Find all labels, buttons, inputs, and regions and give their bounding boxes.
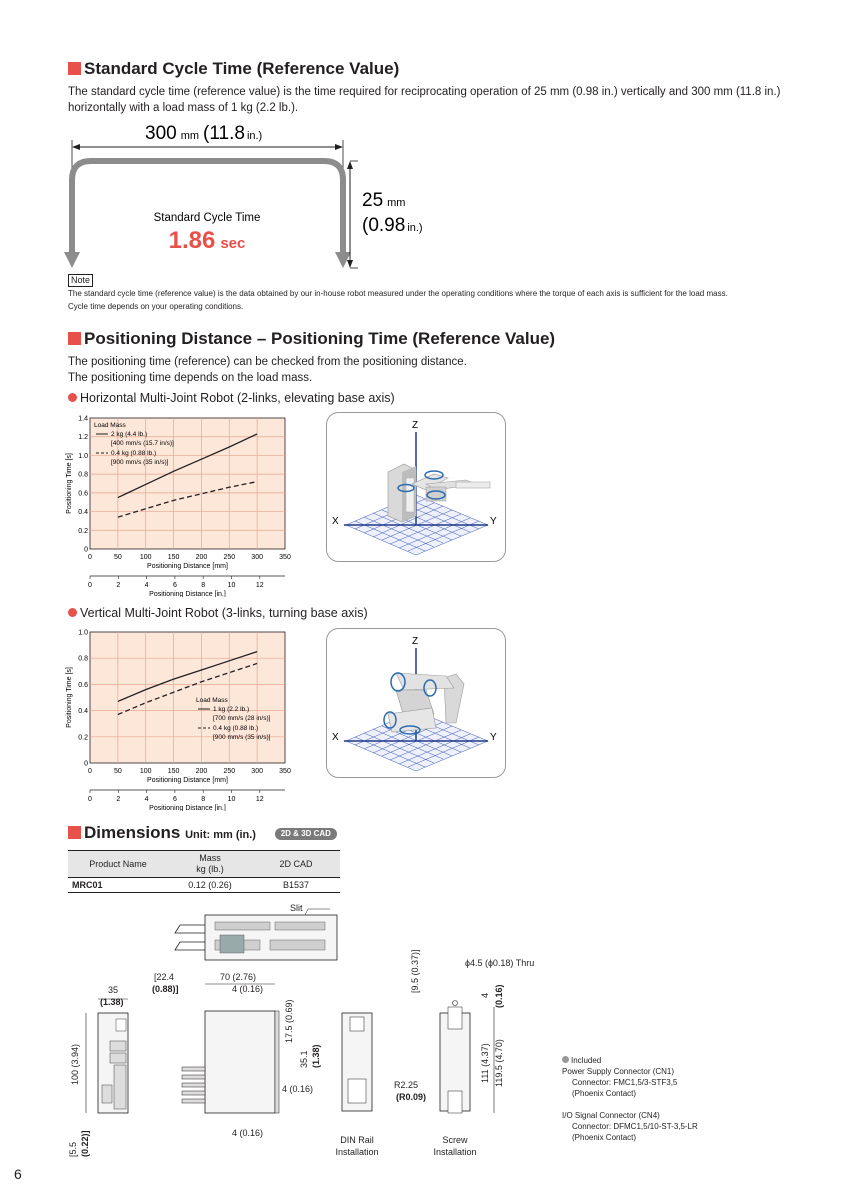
section-marker [68, 826, 81, 839]
dim-r009: (R0.09) [396, 1092, 427, 1102]
section-marker [68, 62, 81, 75]
dim-175: 17.5 (0.69) [284, 999, 294, 1043]
included-parts: Included Power Supply Connector (CN1) Connector: FMC1,5/3-STF3,5 (Phoenix Contact) I/O Signal Connector (CN4) Connector: DFMC1,5/10-ST-3,5-LR (Phoenix Contact) [562, 1056, 698, 1142]
inch-tick-label: 0 [88, 582, 92, 589]
din-label-2: Installation [335, 1147, 379, 1157]
inch-tick-label: 8 [201, 796, 206, 803]
x-tick-label: 150 [167, 554, 180, 561]
y-tick-label: 0.4 [78, 509, 88, 517]
inch-tick-label: 2 [116, 796, 121, 803]
inch-tick-label: 10 [227, 582, 236, 589]
y-tick-label: 0.8 [78, 471, 88, 479]
unit-label: Unit: mm (in.) [185, 829, 256, 841]
th-mass: Mass kg (lb.) [168, 851, 252, 878]
y-tick-label: 0.8 [78, 655, 88, 663]
inch-tick-label: 2 [116, 582, 121, 589]
dim-224: [22.4 [154, 972, 175, 982]
x-tick-label: 50 [113, 554, 122, 561]
section-title-dimensions: Dimensions Unit: mm (in.) 2D & 3D CAD [68, 823, 337, 845]
dim-351: 35.1 [299, 1050, 309, 1068]
axis-z-label: Z [412, 420, 419, 431]
dim-138: (1.38) [100, 997, 124, 1007]
legend-entry: 1 kg (2.2 lb.) [213, 706, 250, 713]
th-cad: 2D CAD [252, 851, 340, 878]
cycle-description: The standard cycle time (reference value) is the time required for reciprocating operation of 25 mm (0.98 in.) vertically and 300 mm (11.8 in.) horizontally with a load mass of 1 kg (2.2 lb.). [68, 86, 781, 114]
dim-100: 100 (3.94) [70, 1043, 80, 1085]
y-tick-label: 0.2 [78, 734, 88, 742]
x-tick-label: 250 [223, 554, 236, 561]
dim-slit: Slit [290, 903, 303, 913]
x-tick-label: 300 [251, 768, 263, 775]
inch-tick-label: 4 [144, 582, 149, 589]
cycle-path-diagram [60, 118, 460, 274]
dim-55: [5.5 [68, 1141, 78, 1157]
dim-4-r: 4 [480, 992, 490, 998]
legend-note: [700 mm/s (28 in/s)] [213, 715, 271, 722]
dimension-drawing [60, 895, 560, 1170]
axis-x-label: X [332, 516, 339, 527]
inch-tick-label: 6 [172, 796, 177, 803]
y-tick-label: 0 [84, 760, 88, 768]
inch-axis-label: Positioning Distance [in.] [149, 805, 226, 811]
axis-z-label: Z [412, 636, 419, 647]
horiz-dimension: 300 mm (11.8 in.) [145, 123, 263, 144]
y-tick-label: 0.6 [78, 681, 88, 689]
cycle-value: 1.86 sec [168, 227, 246, 254]
y-tick-label: 0.2 [78, 527, 88, 535]
cell-product: MRC01 [68, 878, 168, 893]
bullet-dot [68, 393, 77, 402]
axis-x-label: X [332, 732, 339, 743]
inch-tick-label: 12 [255, 582, 264, 589]
vert-dimension-in: (0.98 in.) [362, 215, 423, 236]
inch-tick-label: 12 [255, 796, 264, 803]
y-axis-label: Positioning Time [s] [66, 667, 73, 728]
y-tick-label: 0 [84, 546, 88, 554]
y-tick-label: 0.6 [78, 490, 88, 498]
chart-vertical-robot [60, 626, 300, 811]
legend-note: [400 mm/s (15.7 in/s)] [111, 440, 174, 447]
inch-tick-label: 6 [172, 582, 177, 589]
dim-4-top: 4 (0.16) [232, 984, 264, 994]
y-tick-label: 1.4 [78, 415, 88, 423]
table-row [68, 878, 340, 893]
page-number: 6 [14, 1166, 22, 1182]
cell-mass: 0.12 (0.26) [168, 878, 252, 893]
x-tick-label: 350 [279, 554, 291, 561]
inch-tick-label: 4 [144, 796, 149, 803]
section-title-positioning: Positioning Distance – Positioning Time (Reference Value) [68, 329, 555, 349]
screw-label-2: Installation [433, 1147, 477, 1157]
cycle-label: Standard Cycle Time [153, 212, 261, 224]
x-axis-label: Positioning Distance [mm] [147, 777, 228, 784]
dim-4-mid: 4 (0.16) [282, 1084, 314, 1094]
dim-35: 35 [108, 985, 119, 995]
legend-entry: 0.4 kg (0.88 lb.) [213, 725, 259, 732]
dim-088: (0.88)] [152, 984, 179, 994]
dim-022: (0.22)] [80, 1130, 90, 1157]
x-tick-label: 200 [195, 554, 208, 561]
dim-r225: R2.25 [394, 1080, 419, 1090]
y-tick-label: 1.0 [78, 452, 88, 460]
x-tick-label: 350 [279, 768, 291, 775]
section-title-cycle-time: Standard Cycle Time (Reference Value) [68, 59, 399, 79]
x-tick-label: 100 [139, 554, 152, 561]
legend-entry: 0.4 kg (0.88 lb.) [111, 450, 157, 457]
positioning-description: The positioning time (reference) can be checked from the positioning distance. The positioning time depends on the load mass. [68, 356, 467, 384]
x-tick-label: 50 [113, 768, 122, 775]
horizontal-robot-illustration [326, 412, 506, 562]
chart-horizontal-robot [60, 412, 300, 597]
x-axis-label: Positioning Distance [mm] [147, 563, 228, 570]
note-label: Note [68, 274, 93, 287]
dim-1195: 119.5 (4.70) [494, 1039, 504, 1087]
x-tick-label: 0 [88, 554, 92, 561]
vertical-robot-illustration [326, 628, 506, 778]
y-tick-label: 1.0 [78, 629, 88, 637]
legend-note: [900 mm/s (35 in/s)] [111, 459, 169, 466]
x-tick-label: 250 [223, 768, 236, 775]
dim-016-r: (0.16) [494, 984, 504, 1008]
legend-entry: 2 kg (4.4 lb.) [111, 431, 148, 438]
screw-label-1: Screw [442, 1135, 468, 1145]
x-tick-label: 100 [139, 768, 152, 775]
inch-tick-label: 10 [227, 796, 236, 803]
axis-y-label: Y [490, 732, 497, 743]
dim-138b: (1.38) [311, 1044, 321, 1068]
dim-phi: ɸ4.5 (ɸ0.18) Thru [465, 958, 535, 968]
cad-badge[interactable]: 2D & 3D CAD [275, 828, 337, 840]
inch-tick-label: 8 [201, 582, 206, 589]
y-tick-label: 1.2 [78, 434, 88, 442]
axis-y-label: Y [490, 516, 497, 527]
bullet-dot [68, 608, 77, 617]
spec-table [68, 850, 340, 893]
note-text: The standard cycle time (reference value) is the data obtained by our in-house robot measured under the operating conditions where the torque of each axis is sufficient for the load mass. Cycle time depends on your operating conditions. [68, 289, 728, 311]
x-tick-label: 0 [88, 768, 92, 775]
dim-95: [9.5 (0.37)] [410, 949, 420, 993]
legend-title: Load Mass [196, 697, 228, 704]
x-tick-label: 150 [167, 768, 180, 775]
y-tick-label: 0.4 [78, 708, 88, 716]
din-label-1: DIN Rail [340, 1135, 374, 1145]
dim-4-bot: 4 (0.16) [232, 1128, 264, 1138]
bullet-dot [562, 1056, 569, 1063]
dim-70: 70 (2.76) [220, 972, 257, 982]
cell-cad[interactable]: B1537 [252, 878, 340, 893]
inch-tick-label: 0 [88, 796, 92, 803]
y-axis-label: Positioning Time [s] [66, 453, 73, 514]
side-view [205, 1011, 275, 1113]
vert-dimension: 25 mm [362, 190, 406, 211]
legend-title: Load Mass [94, 422, 126, 429]
subtitle-horizontal-robot: Horizontal Multi-Joint Robot (2-links, elevating base axis) [68, 390, 395, 406]
th-product: Product Name [68, 851, 168, 878]
section-marker [68, 332, 81, 345]
subtitle-vertical-robot: Vertical Multi-Joint Robot (3-links, turning base axis) [68, 605, 368, 621]
inch-axis-label: Positioning Distance [in.] [149, 591, 226, 597]
legend-note: [900 mm/s (35 in/s)] [213, 734, 271, 741]
dim-111: 111 (4.37) [480, 1043, 490, 1083]
x-tick-label: 200 [195, 768, 208, 775]
x-tick-label: 300 [251, 554, 263, 561]
